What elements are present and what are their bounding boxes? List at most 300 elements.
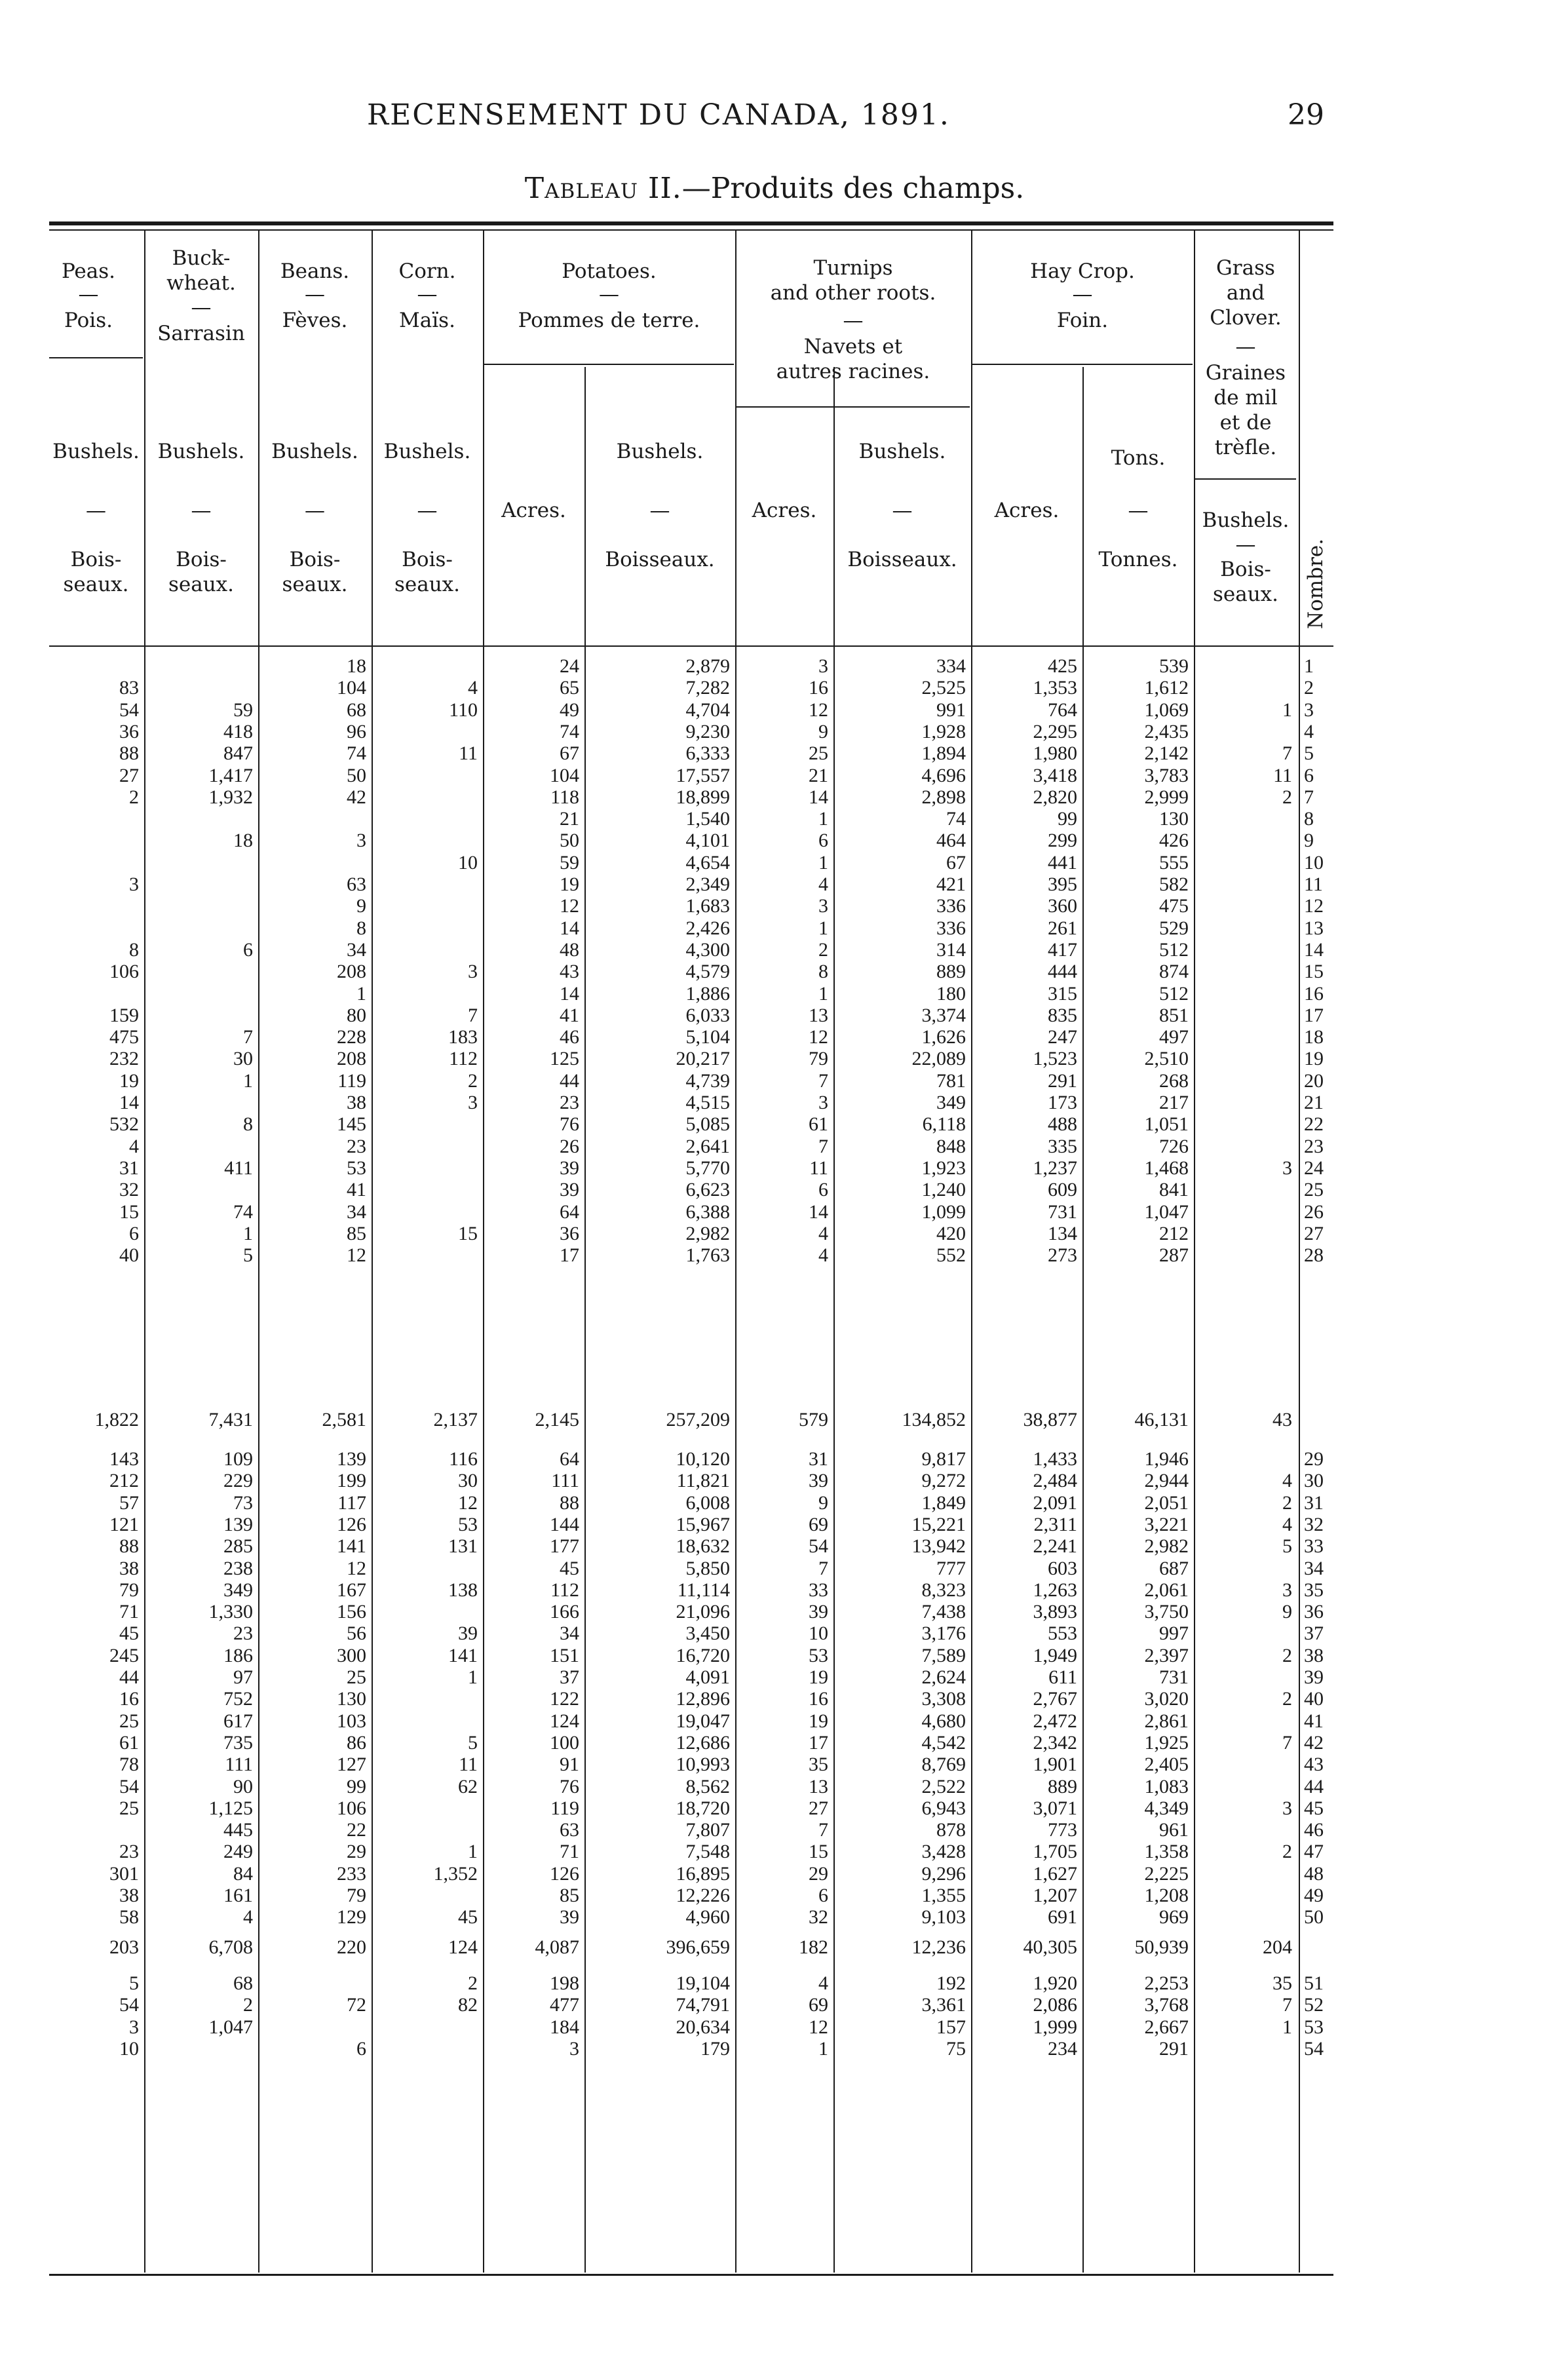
table-cell	[145, 677, 253, 699]
table-cell: 229	[223, 1470, 253, 1492]
table-cell: 878	[936, 1819, 966, 1841]
table-cell: 124	[448, 1936, 478, 1958]
table-cell: 553	[1048, 1622, 1077, 1645]
table-cell: 111	[225, 1754, 253, 1776]
table-cell: 1,612	[1144, 677, 1189, 699]
table-cell: 2,405	[1144, 1754, 1189, 1776]
table-cell: 299	[1048, 830, 1077, 852]
table-cell: 25	[347, 1666, 366, 1688]
row-number: 7	[1304, 786, 1314, 808]
table-cell	[1195, 655, 1292, 678]
table-cell	[1195, 1136, 1292, 1158]
potatoes-sub-rule	[484, 364, 734, 365]
table-cell: 139	[337, 1448, 366, 1470]
table-cell: 2,295	[1033, 720, 1077, 742]
table-cell: 11	[459, 1754, 478, 1776]
table-cell: 18	[233, 830, 253, 852]
table-cell: 777	[936, 1557, 966, 1579]
table-cell: 85	[347, 1222, 366, 1244]
table-cell: 1,069	[1144, 699, 1189, 721]
table-cell: 199	[337, 1470, 366, 1492]
table-cell: 314	[936, 938, 966, 961]
table-cell: 961	[1159, 1819, 1189, 1841]
table-cell: 6	[818, 1885, 828, 1906]
table-cell: 2,435	[1144, 720, 1189, 742]
table-cell: 4	[129, 1135, 139, 1157]
table-cell: 54	[119, 1775, 139, 1797]
table-cell: 4	[1282, 1513, 1292, 1535]
table-cell: 4,579	[685, 961, 730, 983]
table-cell: 118	[550, 786, 579, 808]
table-cell: 764	[1048, 699, 1077, 721]
header-bottom-rule	[49, 645, 1333, 647]
table-cell: 130	[337, 1688, 366, 1710]
table-cell: 61	[119, 1731, 139, 1754]
table-cell: 59	[560, 851, 579, 873]
table-cell: 11,821	[676, 1470, 730, 1492]
table-cell: 12,226	[676, 1885, 730, 1906]
table-cell: 2,472	[1033, 1710, 1077, 1732]
row-number: 51	[1304, 1972, 1324, 1994]
header-potatoes-fr: Pommes de terre.	[518, 309, 700, 332]
table-cell	[1195, 961, 1292, 983]
unit-dash: —	[1128, 499, 1149, 522]
table-cell: 134	[1048, 1222, 1077, 1244]
table-cell: 7	[1282, 1994, 1292, 2016]
table-cell: 1,894	[921, 742, 966, 765]
table-cell: 4,680	[921, 1710, 966, 1732]
table-cell: 23	[119, 1841, 139, 1863]
table-cell: 249	[223, 1841, 253, 1863]
table-cell: 3,176	[921, 1622, 966, 1645]
table-cell: 1,822	[94, 1409, 139, 1430]
table-cell: 13	[809, 1004, 828, 1026]
table-cell: 74	[946, 808, 966, 830]
table-cell: 2	[1282, 1491, 1292, 1514]
unit-boisseaux: Bois- seaux.	[394, 548, 461, 596]
table-cell: 19,104	[676, 1972, 730, 1994]
table-cell: 12	[560, 895, 579, 917]
table-cell: 5	[129, 1972, 139, 1994]
table-cell: 53	[458, 1513, 478, 1535]
table-cell: 464	[936, 830, 966, 852]
row-number: 46	[1304, 1819, 1324, 1841]
table-cell: 2,225	[1144, 1862, 1189, 1885]
table-cell: 3,750	[1144, 1601, 1189, 1623]
table-cell: 103	[337, 1710, 366, 1732]
table-cell: 4	[243, 1906, 253, 1929]
table-cell: 18,632	[676, 1535, 730, 1558]
table-cell: 4	[818, 1222, 828, 1244]
table-cell: 21,096	[676, 1601, 730, 1623]
table-cell: 5,770	[685, 1157, 730, 1179]
table-cell: 34	[347, 1200, 366, 1223]
row-number: 53	[1304, 2016, 1324, 2038]
table-cell: 4	[818, 1244, 828, 1267]
unit-acres: Acres.	[752, 499, 817, 522]
table-cell: 15	[119, 1200, 139, 1223]
row-number: 32	[1304, 1513, 1324, 1535]
table-cell: 334	[936, 655, 966, 677]
table-cell: 63	[560, 1819, 579, 1841]
table-cell: 1	[356, 982, 366, 1005]
table-cell: 1,240	[921, 1179, 966, 1201]
row-number: 17	[1304, 1004, 1324, 1026]
table-cell: 1,705	[1033, 1841, 1077, 1863]
row-number: 52	[1304, 1994, 1324, 2016]
table-cell: 3	[569, 2037, 579, 2060]
table-cell: 62	[458, 1775, 478, 1797]
header-grass-en: Grass and Clover.	[1210, 256, 1282, 330]
table-cell: 1,352	[433, 1862, 478, 1885]
table-cell: 42	[347, 786, 366, 808]
table-cell: 8,323	[921, 1579, 966, 1601]
table-cell: 71	[560, 1841, 579, 1863]
table-cell	[1195, 1448, 1292, 1470]
row-number: 38	[1304, 1644, 1324, 1666]
unit-boisseaux: Bois- seaux.	[168, 548, 235, 596]
table-cell: 2,086	[1033, 1994, 1077, 2016]
table-cell: 420	[936, 1222, 966, 1244]
table-cell	[49, 895, 139, 917]
table-cell: 3,071	[1033, 1797, 1077, 1819]
row-number: 34	[1304, 1557, 1324, 1579]
table-cell: 116	[449, 1448, 478, 1470]
table-cell	[49, 917, 139, 940]
table-cell: 752	[223, 1688, 253, 1710]
table-cell: 6	[356, 2037, 366, 2060]
unit-boisseaux: Boisseaux.	[605, 548, 715, 571]
table-cell: 157	[936, 2016, 966, 2038]
table-cell	[373, 2038, 478, 2060]
table-cell: 2,581	[322, 1409, 366, 1430]
header-hay-dash: —	[1072, 282, 1093, 306]
table-cell: 7	[818, 1819, 828, 1841]
table-cell: 37	[560, 1666, 579, 1688]
table-cell: 691	[1048, 1906, 1077, 1929]
table-cell	[1195, 939, 1292, 961]
table-cell: 1	[818, 2037, 828, 2060]
table-cell: 11,114	[677, 1579, 730, 1601]
table-cell	[145, 1092, 253, 1114]
table-cell: 2,426	[685, 917, 730, 939]
table-cell: 1	[818, 917, 828, 939]
table-cell: 182	[799, 1936, 828, 1958]
table-cell: 2,861	[1144, 1710, 1189, 1732]
table-cell: 139	[223, 1513, 253, 1535]
table-cell: 86	[347, 1731, 366, 1754]
table-cell: 2	[243, 1994, 253, 2016]
table-cell: 889	[1048, 1775, 1077, 1797]
table-cell: 6,943	[921, 1797, 966, 1819]
row-number: 22	[1304, 1113, 1324, 1136]
table-cell: 497	[1159, 1026, 1189, 1048]
row-number: 54	[1304, 2037, 1324, 2060]
table-cell	[1195, 1776, 1292, 1798]
table-cell: 29	[809, 1862, 828, 1885]
table-cell: 7,589	[921, 1644, 966, 1666]
table-cell	[259, 852, 366, 874]
table-cell: 156	[337, 1601, 366, 1623]
table-cell: 1,540	[685, 808, 730, 830]
table-cell: 23	[347, 1135, 366, 1157]
table-cell: 73	[233, 1491, 253, 1514]
row-number: 21	[1304, 1092, 1324, 1113]
table-cell	[373, 1885, 478, 1907]
table-cell: 41	[347, 1179, 366, 1201]
table-cell: 96	[347, 720, 366, 742]
table-cell: 11	[1273, 764, 1292, 786]
table-cell	[373, 917, 478, 940]
table-cell: 27	[809, 1797, 828, 1819]
table-cell: 1,468	[1144, 1157, 1189, 1179]
table-cell: 617	[223, 1710, 253, 1732]
table-cell: 44	[560, 1069, 579, 1092]
table-cell: 21	[809, 764, 828, 786]
table-cell: 1	[468, 1666, 478, 1688]
table-cell: 3,428	[921, 1841, 966, 1863]
table-cell: 2,145	[535, 1409, 579, 1430]
table-cell: 4,091	[685, 1666, 730, 1688]
table-cell: 14	[560, 917, 579, 939]
table-cell: 2,982	[1144, 1535, 1189, 1558]
table-cell: 50	[347, 764, 366, 786]
bottom-rule	[49, 2274, 1333, 2276]
table-cell: 23	[560, 1092, 579, 1113]
table-cell: 25	[119, 1797, 139, 1819]
table-cell	[49, 852, 139, 874]
table-cell: 26	[560, 1135, 579, 1157]
table-cell	[49, 983, 139, 1005]
row-number: 37	[1304, 1622, 1324, 1645]
table-cell	[145, 655, 253, 678]
row-number	[1304, 1936, 1350, 1959]
running-title: RECENSEMENT DU CANADA, 1891.	[367, 98, 950, 132]
table-cell: 220	[337, 1936, 366, 1958]
table-cell: 35	[1272, 1972, 1292, 1994]
table-cell: 39	[458, 1622, 478, 1645]
table-cell	[1195, 895, 1292, 917]
table-cell: 6,708	[208, 1936, 253, 1958]
table-cell: 6,033	[685, 1004, 730, 1026]
row-number: 44	[1304, 1775, 1324, 1797]
column-divider	[1299, 231, 1300, 2273]
table-cell: 217	[1159, 1092, 1189, 1113]
table-cell: 1,083	[1144, 1775, 1189, 1797]
table-cell: 396,659	[666, 1936, 730, 1958]
table-cell: 285	[223, 1535, 253, 1558]
table-cell: 421	[936, 873, 966, 895]
table-cell: 79	[809, 1048, 828, 1070]
table-cell: 121	[109, 1513, 139, 1535]
table-cell: 41	[560, 1004, 579, 1026]
table-cell: 3,418	[1033, 764, 1077, 786]
table-cell: 3,783	[1144, 764, 1189, 786]
table-cell	[373, 1179, 478, 1201]
table-cell	[1195, 917, 1292, 940]
table-cell: 19	[119, 1069, 139, 1092]
table-cell: 6	[243, 938, 253, 961]
table-cell	[259, 1972, 366, 1995]
table-cell: 177	[550, 1535, 579, 1558]
table-cell: 35	[809, 1754, 828, 1776]
table-cell: 4,696	[921, 764, 966, 786]
table-cell: 444	[1048, 961, 1077, 983]
table-cell: 15	[809, 1841, 828, 1863]
table-cell: 2,525	[921, 677, 966, 699]
table-cell: 2,944	[1144, 1470, 1189, 1492]
table-cell: 6	[818, 1179, 828, 1201]
table-cell: 425	[1048, 655, 1077, 677]
table-cell: 31	[809, 1448, 828, 1470]
table-cell: 4,515	[685, 1092, 730, 1113]
row-number: 1	[1304, 655, 1314, 677]
table-cell: 874	[1159, 961, 1189, 983]
table-cell: 3,221	[1144, 1513, 1189, 1535]
table-cell: 1,358	[1144, 1841, 1189, 1863]
table-cell: 6,623	[685, 1179, 730, 1201]
grass-sub-rule	[1195, 478, 1296, 480]
table-cell: 69	[809, 1513, 828, 1535]
table-cell: 79	[119, 1579, 139, 1601]
table-cell: 4,101	[685, 830, 730, 852]
row-number: 10	[1304, 851, 1324, 873]
table-cell: 6,388	[685, 1200, 730, 1223]
unit-dash: —	[649, 499, 670, 522]
table-title-text: —Produits des champs.	[681, 172, 1025, 205]
table-cell: 4	[1282, 1470, 1292, 1492]
table-cell: 74	[347, 742, 366, 765]
table-cell: 88	[119, 1535, 139, 1558]
table-cell: 477	[550, 1994, 579, 2016]
table-cell: 16	[809, 677, 828, 699]
table-cell: 2,767	[1033, 1688, 1077, 1710]
table-cell	[1195, 983, 1292, 1005]
table-cell: 360	[1048, 895, 1077, 917]
table-cell	[373, 830, 478, 852]
table-cell: 18	[347, 655, 366, 677]
table-cell: 17	[560, 1244, 579, 1267]
table-cell: 4	[818, 1972, 828, 1994]
table-cell: 15,221	[911, 1513, 966, 1535]
table-cell: 61	[809, 1113, 828, 1136]
table-cell: 2,253	[1144, 1972, 1189, 1994]
row-number: 23	[1304, 1135, 1324, 1157]
table-cell: 1,763	[685, 1244, 730, 1267]
table-cell: 17,557	[676, 764, 730, 786]
table-cell: 5	[243, 1244, 253, 1267]
table-cell: 38	[119, 1885, 139, 1906]
table-cell: 1,928	[921, 720, 966, 742]
table-cell	[1195, 1070, 1292, 1092]
table-cell: 9	[818, 1491, 828, 1514]
table-cell: 2,898	[921, 786, 966, 808]
table-cell: 1	[818, 851, 828, 873]
table-cell: 3	[1282, 1579, 1292, 1601]
table-cell: 76	[560, 1775, 579, 1797]
table-cell: 3,361	[921, 1994, 966, 2016]
table-cell	[1195, 721, 1292, 743]
table-cell: 1	[243, 1069, 253, 1092]
table-cell: 9	[1282, 1601, 1292, 1623]
table-cell: 1	[1282, 699, 1292, 721]
table-cell: 117	[337, 1491, 366, 1514]
table-cell: 106	[337, 1797, 366, 1819]
table-cell: 5,085	[685, 1113, 730, 1136]
table-cell: 45	[119, 1622, 139, 1645]
table-cell	[1195, 1179, 1292, 1201]
table-cell: 126	[550, 1862, 579, 1885]
table-cell: 445	[223, 1819, 253, 1841]
table-cell: 104	[337, 677, 366, 699]
table-cell: 991	[936, 699, 966, 721]
table-cell: 38	[347, 1092, 366, 1113]
table-cell: 122	[550, 1688, 579, 1710]
table-cell: 687	[1159, 1557, 1189, 1579]
unit-tonnes: Tonnes.	[1098, 548, 1178, 571]
table-cell: 192	[936, 1972, 966, 1994]
header-corn-en: Corn.	[398, 259, 456, 283]
unit-bushels: Bushels.	[52, 440, 140, 463]
row-number: 15	[1304, 961, 1324, 983]
table-cell: 173	[1048, 1092, 1077, 1113]
row-number: 18	[1304, 1026, 1324, 1048]
row-number: 29	[1304, 1448, 1324, 1470]
unit-boisseaux: Boisseaux.	[847, 548, 957, 571]
table-cell: 611	[1048, 1666, 1077, 1688]
table-cell: 144	[550, 1513, 579, 1535]
row-number: 2	[1304, 677, 1314, 699]
table-cell: 208	[337, 961, 366, 983]
table-cell	[49, 808, 139, 830]
table-cell: 204	[1263, 1936, 1292, 1958]
table-cell: 291	[1048, 1069, 1077, 1092]
table-cell: 212	[109, 1470, 139, 1492]
table-cell: 2	[468, 1069, 478, 1092]
top-rule-thin	[49, 229, 1333, 231]
table-cell: 68	[233, 1972, 253, 1994]
table-cell	[373, 895, 478, 917]
table-cell: 1	[243, 1222, 253, 1244]
row-number: 20	[1304, 1069, 1324, 1092]
table-cell	[373, 808, 478, 830]
table-cell: 91	[560, 1754, 579, 1776]
header-grass-fr: Graines de mil et de trèfle.	[1205, 361, 1286, 459]
table-cell: 10	[119, 2037, 139, 2060]
unit-tons: Tons.	[1111, 446, 1166, 470]
table-cell: 2	[818, 938, 828, 961]
table-cell	[1195, 852, 1292, 874]
unit-dash: —	[892, 499, 913, 522]
table-cell: 9,817	[921, 1448, 966, 1470]
table-cell: 1,523	[1033, 1048, 1077, 1070]
header-turnips-en: Turnips and other roots.	[770, 256, 936, 305]
table-cell: 15	[458, 1222, 478, 1244]
table-cell: 19	[809, 1710, 828, 1732]
table-cell: 111	[551, 1470, 579, 1492]
table-cell: 112	[550, 1579, 579, 1601]
table-cell: 4,960	[685, 1906, 730, 1929]
unit-bushels: Bushels.	[157, 440, 245, 463]
unit-dash: —	[1235, 533, 1256, 556]
table-cell: 119	[337, 1069, 366, 1092]
table-cell: 15,967	[676, 1513, 730, 1535]
table-cell: 7	[243, 1026, 253, 1048]
table-cell: 17	[809, 1731, 828, 1754]
table-cell: 10,993	[676, 1754, 730, 1776]
table-cell: 36	[560, 1222, 579, 1244]
table-cell	[373, 1797, 478, 1820]
